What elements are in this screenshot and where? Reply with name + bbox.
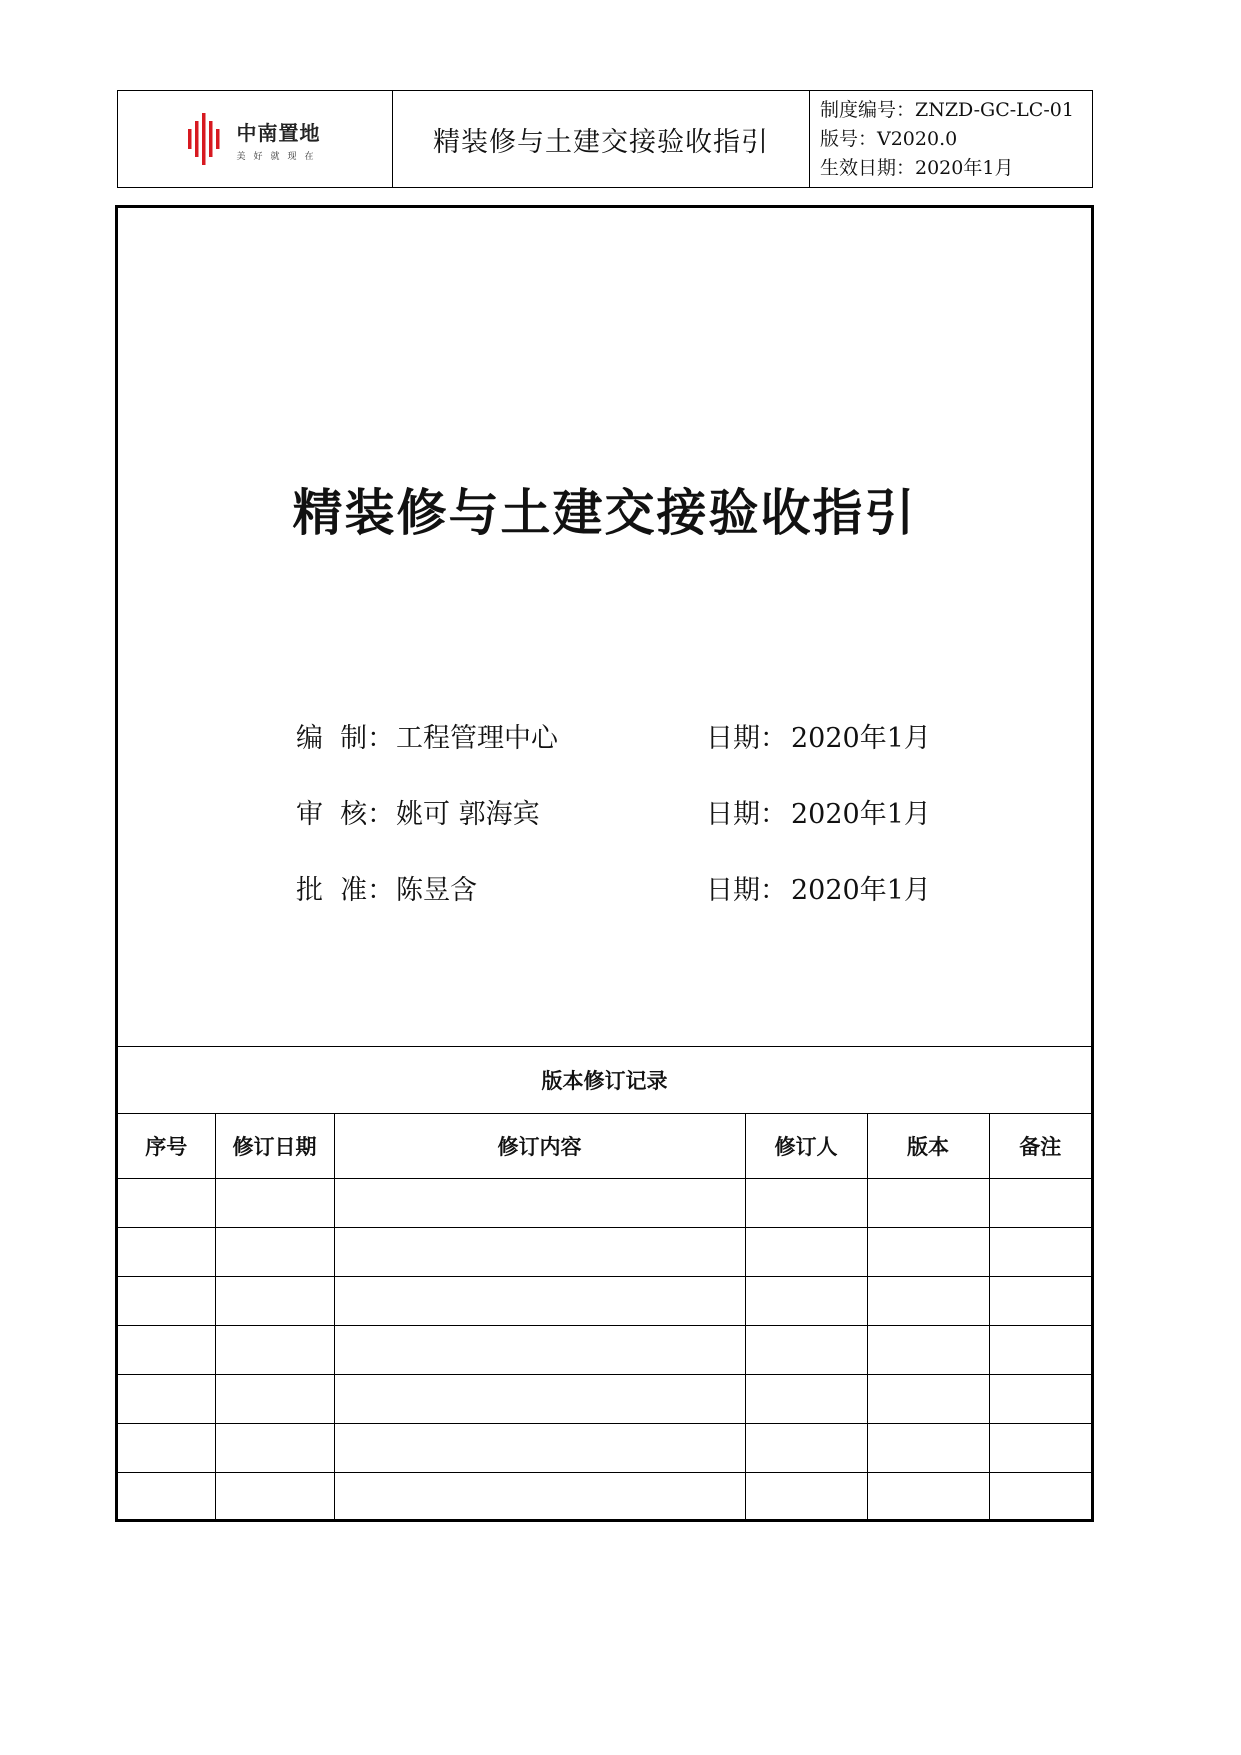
signature-label: 编 制： <box>296 723 395 754</box>
meta-doc-number: 制度编号：ZNZD-GC-LC-01 <box>820 98 1074 121</box>
soundwave-logo-icon <box>188 111 222 167</box>
header-logo-cell <box>118 91 393 187</box>
revision-record <box>118 1046 1091 1519</box>
signature-label: 审 核： <box>296 799 395 830</box>
signature-label: 批 准： <box>296 875 395 906</box>
table-cell <box>867 1375 989 1424</box>
col-header-version: 版本 <box>867 1114 989 1179</box>
table-cell <box>215 1473 334 1522</box>
header-title: 精装修与土建交接验收指引 <box>393 91 810 187</box>
table-cell <box>215 1179 334 1228</box>
revision-table <box>118 1114 1091 1521</box>
col-header-content: 修订内容 <box>334 1114 745 1179</box>
table-cell <box>215 1375 334 1424</box>
signature-row-approve <box>296 868 931 907</box>
company-logo <box>188 111 321 167</box>
date-label: 日期： <box>706 723 787 754</box>
logo-name: 中南置地 <box>236 120 321 145</box>
signature-row-compile <box>296 716 931 755</box>
table-row <box>118 1424 1091 1473</box>
revision-body <box>118 1179 1091 1522</box>
date-value: 2020年1月 <box>791 875 931 906</box>
col-header-remark: 备注 <box>989 1114 1091 1179</box>
table-cell <box>334 1473 745 1522</box>
table-cell <box>989 1424 1091 1473</box>
table-cell <box>334 1179 745 1228</box>
table-cell <box>989 1228 1091 1277</box>
logo-slogan: 美好就现在 <box>236 151 322 162</box>
table-row <box>118 1473 1091 1522</box>
meta-effective-date: 生效日期：2020年1月 <box>820 156 1014 179</box>
table-cell <box>867 1424 989 1473</box>
table-cell <box>745 1424 867 1473</box>
table-cell <box>118 1277 215 1326</box>
table-cell <box>118 1375 215 1424</box>
table-cell <box>334 1424 745 1473</box>
table-cell <box>867 1277 989 1326</box>
col-header-reviser: 修订人 <box>745 1114 867 1179</box>
table-cell <box>867 1473 989 1522</box>
table-cell <box>867 1326 989 1375</box>
table-cell <box>745 1277 867 1326</box>
table-cell <box>989 1473 1091 1522</box>
table-cell <box>118 1179 215 1228</box>
table-cell <box>215 1228 334 1277</box>
table-cell <box>118 1424 215 1473</box>
table-cell <box>989 1375 1091 1424</box>
signature-value: 姚可 郭海宾 <box>396 799 540 830</box>
table-cell <box>745 1473 867 1522</box>
table-cell <box>745 1179 867 1228</box>
table-cell <box>745 1228 867 1277</box>
table-cell <box>215 1326 334 1375</box>
date-label: 日期： <box>706 799 787 830</box>
meta-version: 版号：V2020.0 <box>820 127 958 150</box>
table-cell <box>118 1326 215 1375</box>
signature-value: 工程管理中心 <box>396 723 558 754</box>
table-cell <box>215 1277 334 1326</box>
table-row <box>118 1375 1091 1424</box>
table-cell <box>989 1326 1091 1375</box>
table-cell <box>989 1277 1091 1326</box>
table-cell <box>118 1228 215 1277</box>
table-cell <box>745 1375 867 1424</box>
table-cell <box>867 1179 989 1228</box>
table-cell <box>334 1326 745 1375</box>
table-cell <box>334 1375 745 1424</box>
cover-frame <box>115 205 1094 1522</box>
col-header-date: 修订日期 <box>215 1114 334 1179</box>
col-header-seq: 序号 <box>118 1114 215 1179</box>
revision-header-row <box>118 1114 1091 1179</box>
document-header <box>117 90 1093 188</box>
signature-row-review <box>296 792 931 831</box>
header-meta <box>810 91 1092 187</box>
table-row <box>118 1326 1091 1375</box>
date-value: 2020年1月 <box>791 723 931 754</box>
document-title: 精装修与土建交接验收指引 <box>292 483 917 542</box>
table-cell <box>334 1277 745 1326</box>
date-value: 2020年1月 <box>791 799 931 830</box>
table-cell <box>867 1228 989 1277</box>
table-cell <box>215 1424 334 1473</box>
table-row <box>118 1277 1091 1326</box>
revision-title: 版本修订记录 <box>118 1046 1091 1114</box>
table-cell <box>745 1326 867 1375</box>
table-cell <box>334 1228 745 1277</box>
table-row <box>118 1228 1091 1277</box>
date-label: 日期： <box>706 875 787 906</box>
table-cell <box>118 1473 215 1522</box>
table-row <box>118 1179 1091 1228</box>
table-cell <box>989 1179 1091 1228</box>
signature-value: 陈昱含 <box>396 875 477 906</box>
